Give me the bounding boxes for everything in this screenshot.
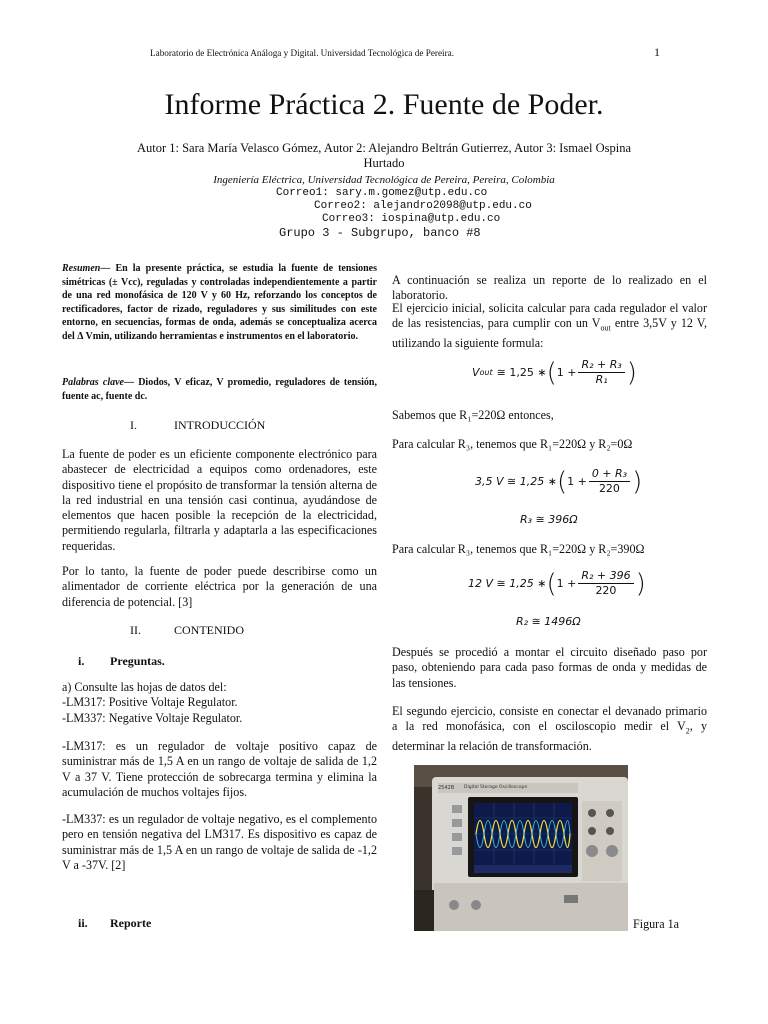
question-lm317: -LM317: Positive Voltaje Regulator. (62, 695, 238, 710)
keywords-text: Diodos, V eficaz, V promedio, reguladores de tensión, fuente ac, fuente dc. (62, 377, 377, 402)
formula-12v (468, 569, 646, 598)
formula-2-lhs: 3,5 V ≅ 1,25 ∗ (475, 475, 557, 488)
subsection-title-reporte: Reporte (110, 916, 152, 930)
formula-3v5 (475, 467, 642, 496)
exercise-2-text-a: El segundo ejercicio, consiste en conectar el devanado primario a la red monofásica, con el osciloscopio medir el V (392, 704, 707, 734)
result-r2: R₂ ≅ 1496Ω (516, 615, 581, 628)
formula-3-lhs: 12 V ≅ 1,25 ∗ (468, 577, 547, 590)
formula-2-numerator: 0 + R₃ (589, 467, 630, 482)
formula-1-paren-open: ( (546, 357, 557, 388)
keywords (62, 376, 377, 403)
formula-1-fraction (578, 358, 624, 387)
formula-2-paren-open: ( (556, 466, 568, 497)
authors-line-2: Hurtado (363, 156, 405, 170)
formula-1-one: 1 + (556, 366, 577, 379)
result-r3: R₃ ≅ 396Ω (520, 513, 578, 526)
intro-paragraph-2: Por lo tanto, la fuente de poder puede describirse como un alimentador de corriente eléctrica por la generación de una diferencia de potencial. [3] (62, 564, 377, 609)
scope-model-label: 2542B (438, 785, 455, 791)
abstract (62, 262, 377, 343)
formula-1-lhs-sub: out (479, 368, 493, 377)
question-lm337: -LM337: Negative Voltaje Regulator. (62, 710, 243, 725)
assembly-paragraph: Después se procedió a montar el circuito diseñado paso por paso, obteniendo para cada paso formas de onda y medidas de las tensiones. (392, 645, 707, 690)
formula-1-denominator: R₁ (595, 373, 608, 386)
exercise-2-text-b: , y determinar la relación de transformación. (392, 719, 708, 753)
section-title-intro: INTRODUCCIÓN (174, 418, 266, 432)
email-1: Correo1: sary.m.gomez@utp.edu.co (276, 187, 488, 199)
group-line: Grupo 3 - Subgrupo, banco #8 (279, 226, 481, 240)
email-3: Correo3: iospina@utp.edu.co (322, 213, 501, 225)
formula-1-mid: ≅ 1,25 ∗ (496, 366, 547, 379)
formula-1-numerator: R₂ + R₃ (578, 358, 624, 373)
formula-1-lhs: V (472, 366, 480, 379)
authors (100, 141, 668, 171)
formula-3-fraction (578, 569, 633, 598)
formula-vout (472, 358, 637, 387)
exercise-2-paragraph (392, 704, 707, 754)
statement-calc-r3: Para calcular R₃, tenemos que R₁=220Ω y R₂=0Ω (392, 437, 633, 451)
email-2: Correo2: alejandro2098@utp.edu.co (314, 200, 532, 212)
formula-2-fraction (589, 467, 630, 496)
lm337-paragraph: -LM337: es un regulador de voltaje negativo, es el complemento pero en tensión negativa del LM317. Es dispositivo es capaz de suministrar más de 1,5 A en un rango de voltaje de salida de -1,2 V a -37V. [2] (62, 812, 377, 872)
report-exercise-1 (392, 301, 707, 351)
formula-2-one: 1 + (567, 475, 587, 488)
formula-3-paren-open: ( (546, 568, 557, 599)
running-head: Laboratorio de Electrónica Análoga y Digital. Universidad Tecnológica de Pereira. (150, 48, 455, 58)
exercise-1-text-b: entre 3,5V y 12 V, utilizando la siguiente formula: (392, 316, 708, 350)
page-number: 1 (654, 45, 660, 59)
formula-3-numerator: R₂ + 396 (578, 569, 633, 584)
subsection-num-1: i. (78, 654, 85, 668)
affiliation: Ingeniería Eléctrica, Universidad Tecnológica de Pereira, Pereira, Colombia (213, 174, 555, 186)
formula-2-paren-close: ) (632, 466, 643, 497)
section-num-intro: I. (130, 418, 137, 432)
section-num-content: II. (130, 623, 141, 637)
scope-brand-label: Digital Storage Oscilloscope (464, 785, 528, 790)
formula-3-denominator: 220 (595, 584, 617, 597)
lm317-paragraph: -LM317: es un regulador de voltaje positivo capaz de suministrar más de 1,5 A en un rango de voltaje de salida de 1,2 V a 37 V. Tiene protección de sobrecarga termina y elimina la acumulación de muchos voltajes fijos. (62, 739, 377, 799)
statement-r1: Sabemos que R₁=220Ω entonces, (392, 408, 554, 422)
figure-caption: Figura 1a (633, 917, 680, 931)
exercise-1-text-a: El ejercicio inicial, solicita calcular para cada regulador el valor de las resistencias, para cumplir con un V (392, 301, 707, 331)
intro-paragraph-1: La fuente de poder es un eficiente componente electrónico para abastecer de electricidad a equipos como ordenadores, este dispositivo tiene el propósito de transformar la tensión alterna de la red industrial en una tensión casi continua, ayudándose de elementos que hacen posible la recepción de la electricidad, permitiendo regularla, filtrarla y adaptarla a las especificaciones requeridas. (62, 447, 377, 553)
statement-calc-r3-2: Para calcular R₃, tenemos que R₁=220Ω y R₂=390Ω (392, 542, 645, 556)
question-a: a) Consulte las hojas de datos del: (62, 680, 227, 694)
formula-3-one: 1 + (556, 577, 577, 590)
subsection-title-preguntas: Preguntas. (110, 654, 165, 668)
report-intro: A continuación se realiza un reporte de lo realizado en el laboratorio. (392, 273, 707, 303)
abstract-text: En la presente práctica, se estudia la fuente de tensiones simétricas (± Vcc), reguladas y controladas independientemente a partir de una red monofásica de 120 V y 60 Hz, reforzando los conceptos de rectificadores, factor de rizado, reguladores y sus similitudes con este entorno, en secuencias, formas de onda, además se conceptualiza acerca del Δ Vmin, utilizando herramientas e instrumentos en el laboratorio. (62, 263, 377, 342)
exercise-2-sub: 2 (685, 726, 690, 736)
formula-2-denominator: 220 (598, 482, 620, 495)
keywords-label: Palabras clave— (62, 377, 134, 388)
abstract-label: Resumen— (62, 263, 111, 274)
subsection-num-2: ii. (78, 916, 88, 930)
formula-3-paren-close: ) (635, 568, 646, 599)
oscilloscope-photo (414, 765, 628, 931)
formula-1-paren-close: ) (626, 357, 637, 388)
question-list (62, 680, 377, 726)
exercise-1-sub: out (600, 323, 611, 333)
paper-title: Informe Práctica 2. Fuente de Poder. (164, 88, 604, 121)
section-title-content: CONTENIDO (174, 623, 244, 637)
authors-line-1: Autor 1: Sara María Velasco Gómez, Autor 2: Alejandro Beltrán Gutierrez, Autor 3: Ismael Ospina (136, 141, 632, 155)
